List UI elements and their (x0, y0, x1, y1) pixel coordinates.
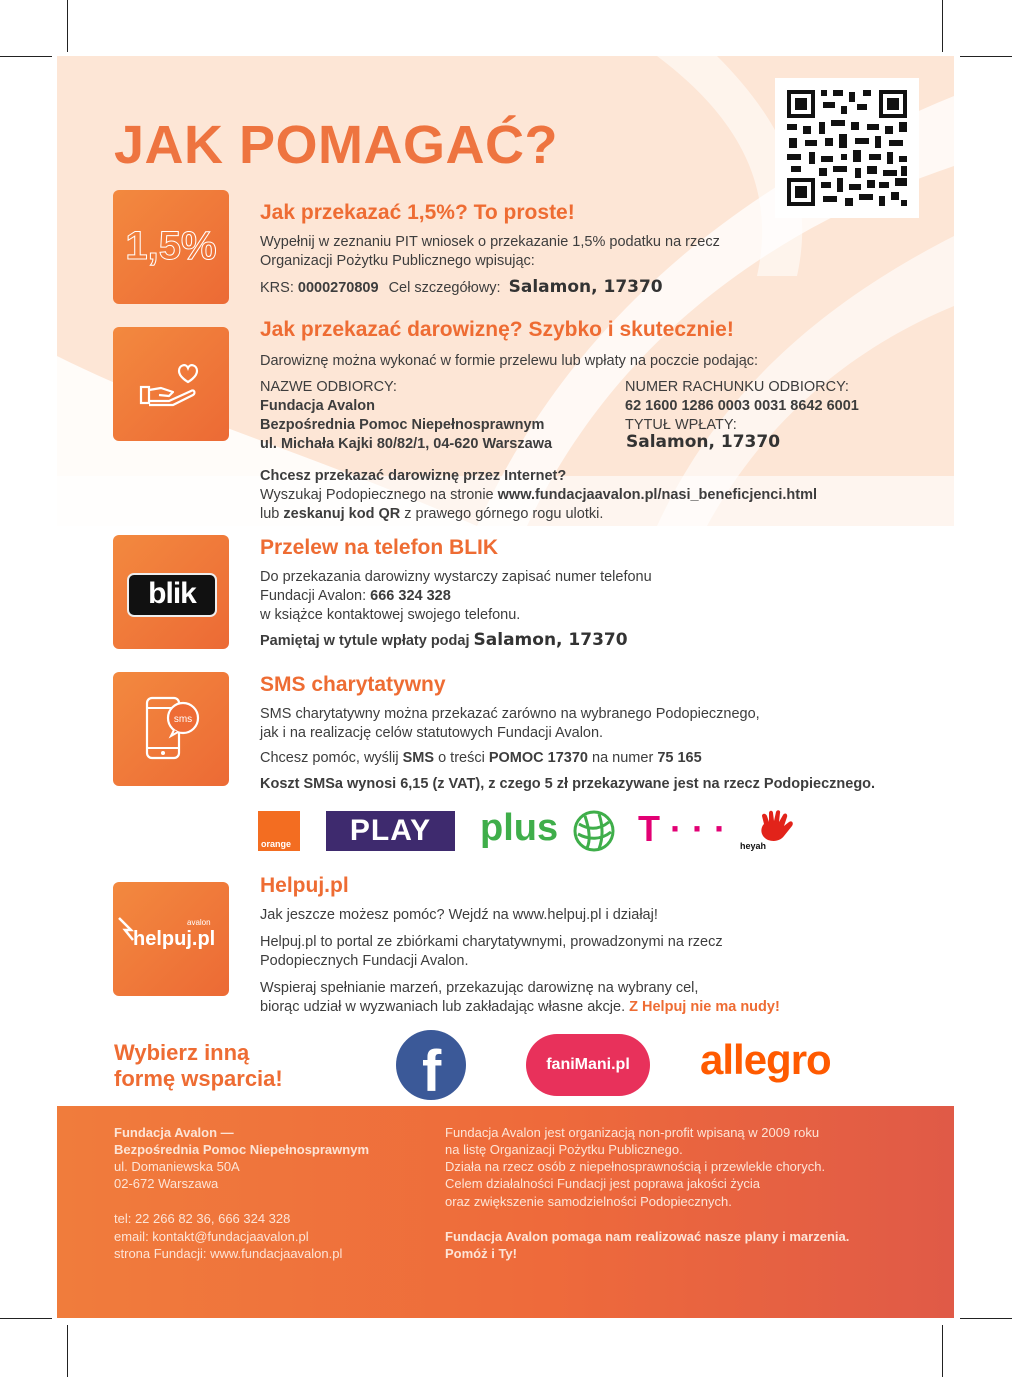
blik-reminder-text: Pamiętaj w tytule wpłaty podaj (260, 633, 470, 649)
play-logo-text: PLAY (349, 814, 432, 847)
helpuj-slogan: Z Helpuj nie ma nudy! (629, 999, 780, 1015)
account-value: 62 1600 1286 0003 0031 8642 6001 (625, 398, 859, 414)
crop-mark (0, 1318, 52, 1319)
orange-logo (258, 811, 300, 851)
footer-slogan-1: Fundacja Avalon pomaga nam realizować nasze plany i marzenia. (445, 1229, 850, 1244)
crop-mark (942, 0, 943, 52)
blik-logo-text: blik (148, 577, 196, 610)
page-title: JAK POMAGAĆ? (114, 115, 559, 175)
footer-about-4: Celem działalności Fundacji jest poprawa jakości życia (445, 1176, 761, 1191)
other-support-line-2: formę wsparcia! (114, 1066, 283, 1091)
phone-sms-icon (143, 694, 203, 764)
sms-l3-mid2: na numer (587, 750, 658, 766)
helpuj-line-5 (260, 998, 780, 1017)
play-logo (326, 811, 455, 851)
goal-label: Cel szczegółowy: (388, 280, 501, 296)
sms-heading: SMS charytatywny (260, 673, 446, 696)
donation-heading: Jak przekazać darowiznę? Szybko i skutecznie! (260, 318, 734, 341)
sms-number: 75 165 (657, 750, 702, 766)
footer-about-5: oraz zwiększenie samodzielności Podopiecznych. (445, 1194, 732, 1209)
sms-line-2: jak i na realizację celów statutowych Fundacji Avalon. (260, 725, 604, 741)
pit-text: Wypełnij w zeznaniu PIT wniosek o przekazanie 1,5% podatku na rzecz (260, 234, 720, 250)
recipient-line-3: ul. Michała Kajki 80/82/1, 04-620 Warszawa (260, 436, 553, 452)
facebook-icon[interactable] (396, 1030, 466, 1104)
pit-tile (113, 190, 229, 304)
helpuj-arrow-icon (117, 916, 137, 942)
fanimani-logo[interactable] (526, 1034, 650, 1096)
helpuj-line-1: Jak jeszcze możesz pomóc? Wejdź na www.helpuj.pl i działaj! (260, 907, 658, 923)
sms-tile (113, 672, 229, 786)
sms-l3-sms: SMS (402, 750, 435, 766)
footer-phone: tel: 22 266 82 36, 666 324 328 (114, 1211, 291, 1226)
helpuj-line-4: Wspieraj spełnianie marzeń, przekazując darowiznę na wybrany cel, (260, 980, 699, 996)
footer-address-2: 02-672 Warszawa (114, 1176, 219, 1191)
crop-mark (960, 1318, 1012, 1319)
pit-tile-text: 1,5% (125, 224, 217, 268)
scan-qr-text: zeskanuj kod QR (283, 506, 401, 522)
other-support-heading (114, 1040, 283, 1092)
footer-org-1: Fundacja Avalon — (114, 1125, 234, 1140)
heart-hand-icon (139, 361, 205, 407)
heyah-logo-text: heyah (740, 841, 767, 851)
fanimani-logo-text: faniMani.pl (546, 1056, 630, 1073)
blik-line-2 (260, 587, 451, 606)
donation-tile (113, 327, 229, 441)
plus-logo-text: plus (480, 807, 559, 849)
qr-code-icon[interactable] (775, 78, 919, 218)
blik-heading: Przelew na telefon BLIK (260, 536, 499, 559)
helpuj-line-2: Helpuj.pl to portal ze zbiórkami charytatywnymi, prowadzonymi na rzecz (260, 934, 723, 950)
crop-mark (0, 56, 52, 57)
facebook-icon-glyph: f (422, 1039, 442, 1104)
crop-mark (67, 1325, 68, 1377)
blik-phone: 666 324 328 (370, 588, 451, 604)
blik-line-2-text: Fundacji Avalon: (260, 588, 371, 604)
recipient-label: NAZWE ODBIORCY: (260, 379, 397, 395)
transfer-title-value: Salamon, 17370 (626, 432, 781, 452)
footer-website[interactable]: strona Fundacji: www.fundacjaavalon.pl (114, 1246, 343, 1261)
footer-about-1: Fundacja Avalon jest organizacją non-profit wpisaną w 2009 roku (445, 1125, 820, 1140)
sms-l3-mid: o treści (434, 750, 489, 766)
leaflet-sheet (57, 56, 954, 1318)
krs-label: KRS: (260, 280, 294, 296)
footer-org-2: Bezpośrednia Pomoc Niepełnosprawnym (114, 1142, 370, 1157)
helpuj-line-3: Podopiecznych Fundacji Avalon. (260, 953, 469, 969)
footer-about-3: Działa na rzecz osób z niepełnosprawnością i przewlekle chorych. (445, 1159, 826, 1174)
pit-text-2: Organizacji Pożytku Publicznego wpisując: (260, 253, 535, 269)
goal-value: Salamon, 17370 (508, 277, 663, 297)
sms-cost: Koszt SMSa wynosi 6,15 (z VAT), z czego 5 zł przekazywane jest na rzecz Podopiecznego. (260, 776, 876, 792)
helpuj-tile-text: helpuj.pl (133, 928, 216, 950)
helpuj-heading: Helpuj.pl (260, 874, 349, 897)
footer-about-2: na listę Organizacji Pożytku Publicznego. (445, 1142, 683, 1157)
sms-line-3 (260, 749, 702, 768)
online-line-2-pre: lub (260, 506, 284, 522)
online-line-1-text: Wyszukaj Podopiecznego na stronie (260, 487, 498, 503)
crop-mark (67, 0, 68, 52)
tmobile-logo (638, 808, 726, 850)
blik-line-1: Do przekazania darowizny wystarczy zapisać numer telefonu (260, 569, 652, 585)
crop-mark (960, 56, 1012, 57)
sms-icon-text: sms (173, 714, 193, 725)
helpuj-tile-small: avalon (187, 918, 211, 927)
blik-tile (113, 535, 229, 649)
tmobile-logo-text: T · · · (638, 808, 726, 849)
sms-line-1: SMS charytatywny można przekazać zarówno na wybranego Podopiecznego, (260, 706, 760, 722)
footer (57, 1106, 954, 1318)
sms-l3-pre: Chcesz pomóc, wyślij (260, 750, 403, 766)
footer-slogan-2: Pomóż i Ty! (445, 1246, 517, 1261)
blik-reminder (260, 631, 628, 651)
transfer-title-label: TYTUŁ WPŁATY: (625, 417, 737, 433)
allegro-logo[interactable]: allegro (700, 1036, 831, 1083)
online-line-2-post: z prawego górnego rogu ulotki. (400, 506, 604, 522)
donation-intro: Darowiznę można wykonać w formie przelewu lub wpłaty na poczcie podając: (260, 353, 759, 369)
footer-address-1: ul. Domaniewska 50A (114, 1159, 240, 1174)
footer-email[interactable]: email: kontakt@fundacjaavalon.pl (114, 1229, 309, 1244)
online-question: Chcesz przekazać darowiznę przez Internet? (260, 468, 567, 484)
recipient-line-2: Bezpośrednia Pomoc Niepełnosprawnym (260, 417, 545, 433)
crop-mark (942, 1325, 943, 1377)
blik-line-3: w książce kontaktowej swojego telefonu. (260, 607, 521, 623)
sms-code: POMOC 17370 (488, 750, 588, 766)
beneficiaries-link[interactable]: www.fundacjaavalon.pl/nasi_beneficjenci.html (497, 487, 818, 503)
blik-logo (127, 573, 217, 617)
blik-reminder-value: Salamon, 17370 (473, 630, 628, 650)
account-label: NUMER RACHUNKU ODBIORCY: (625, 379, 849, 395)
pit-krs-row (260, 278, 663, 298)
helpuj-tile (113, 882, 229, 996)
online-line-1 (260, 486, 817, 505)
plus-logo (480, 807, 558, 850)
helpuj-line-5-text: biorąc udział w wyzwaniach lub zakładając własne akcje. (260, 999, 630, 1015)
plus-globe-icon (573, 810, 615, 852)
other-support-line-1: Wybierz inną (114, 1040, 250, 1065)
online-line-2 (260, 505, 603, 524)
recipient-line-1: Fundacja Avalon (260, 398, 375, 414)
pit-heading: Jak przekazać 1,5%? To proste! (260, 201, 575, 224)
krs-value: 0000270809 (297, 280, 379, 296)
orange-logo-text: orange (261, 839, 292, 849)
